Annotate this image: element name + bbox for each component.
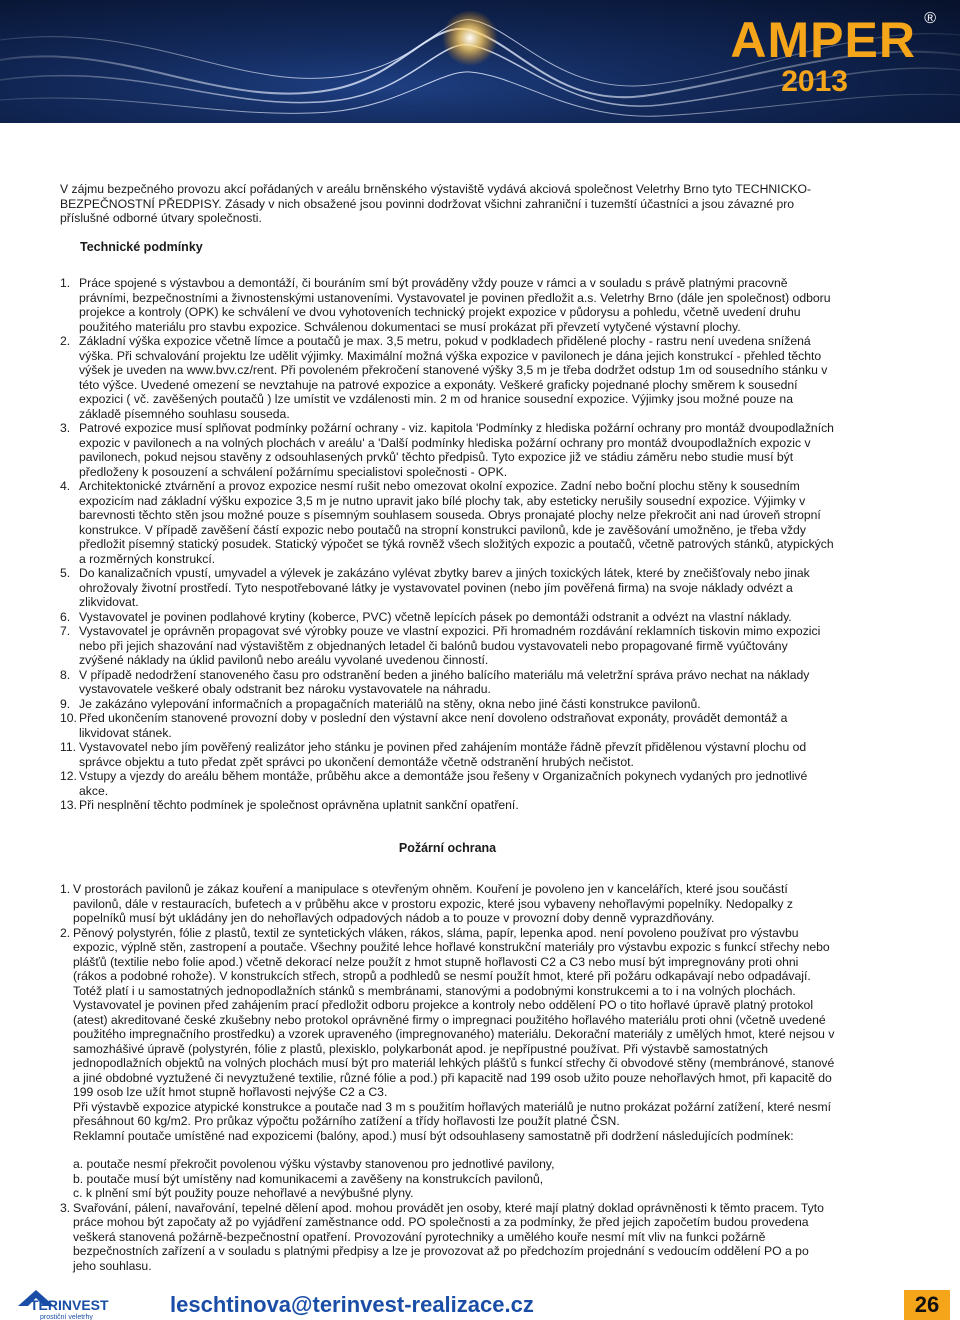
terinvest-logo bbox=[14, 1286, 130, 1320]
logo-subtext: prostiční veletrhy bbox=[40, 1314, 93, 1320]
document-body bbox=[60, 182, 835, 1273]
header-banner bbox=[0, 0, 960, 123]
sub-item: a. poutače nesmí překročit povolenou výšku výstavby stanovenou pro jednotlivé pavilony, bbox=[73, 1157, 555, 1171]
sub-item: c. k plnění smí být použity pouze nehořlavé a nevýbušné plyny. bbox=[73, 1186, 414, 1200]
registered-mark: ® bbox=[924, 10, 936, 27]
brand-block bbox=[730, 10, 936, 98]
page-number: 26 bbox=[904, 1290, 950, 1320]
fire-paragraph: Pěnový polystyrén, fólie z plastů, textil ze syntetických vláken, rákos, sláma, papír, lepenka apod. není povoleno používat pro výstavbu expozic, výplně stěn, zastropení a poutače. Všechny použité lehce hořlavé konstrukční materiály pro výstavbu expozic s funkcí střechy nebo plášťů (textilie nebo folie apod.) včetně dekorací nelze použít z hmot stupně hořlavosti C2 a C3 nebo musí být impregnovány proti ohni (rákos a podobné rohože). V konstrukcích střech, stropů a podhledů se nesmí použít hmot, které při požáru odkapávají nebo odpadávají. Totéž platí i u samostatných jednopodlažních stánků s membránami, stanovými a podobnými konstrukcemi a to i na volných plochách. bbox=[73, 925, 830, 998]
fire-paragraph: Reklamní poutače umístěné nad expozicemi (balóny, apod.) musí být odsouhlaseny samostatně při dodržení následujících podmínek: bbox=[73, 1128, 794, 1143]
section-title-fire: Požární ochrana bbox=[398, 840, 497, 855]
list-item: 3. Patrové expozice musí splňovat podmínky požární ochrany - viz. kapitola 'Podmínky z hlediska požární ochrany pro montáž dvoupodlažních expozic v pavilonech a na volných plochách v areálu' a 'Další podmínky hlediska požární ochrany pro montáž dvoupodlažních expozic v pavilonech, pokud nejsou stavěny z odsouhlasených prvků' těchto předpisů. Tyto expozice již ve stádiu záměru nebo studie musí být předloženy k posouzení a schválení požárnímu specialistovi společnosti - OPK. bbox=[60, 421, 834, 479]
technical-conditions-list bbox=[60, 276, 835, 813]
sub-item: b. poutače musí být umístěny nad komunikacemi a zavěšeny na konstrukcích pavilonů, bbox=[73, 1171, 544, 1186]
list-item: 2. Základní výška expozice včetně límce a poutačů je max. 3,5 metru, pokud v podkladech přidělené plochy - rastru není uvedena snížená výška. Při schvalování projektu lze udělit výjimky. Maximální možná výška expozice v pavilonech je dána jejich konstrukcí - přehled těchto výšek je uveden na www.bvv.cz/rent. Při povoleném překročení stanovené výšky 3,5 m je třeba dodržet odstup 1m od sousedního stánku v této výšce. Uvedené omezení se nevztahuje na patrové expozice a exponáty. Veškeré graficky pojednané plochy směrem k sousední expozici ( vč. zavěšených poutačů ) lze umístit ve vzdálenosti min. 2 m od hranice sousední expozice. Výjimky jsou možné pouze na základě písemného souhlasu souseda. bbox=[60, 334, 828, 421]
list-item: 12. Vstupy a vjezdy do areálu během montáže, průběhu akce a demontáže jsou řešeny v Organizačních pokynech vydaných pro jednotlivé akce. bbox=[60, 769, 808, 798]
list-item: 3. Svařování, pálení, navařování, tepelné dělení apod. mohou provádět jen osoby, které mají platný doklad oprávněnosti k těmto pracem. Tyto práce mohou být započaty až po vyjádření zaměstnance odd. PO společnosti a za podmínky, že před jejich započetím budou provedena veškerá stanovená požárně-bezpečnostní opatření. Provozování pyrotechniky a umělého kouře nesmí mít vliv na funkci požárně bezpečnostních zařízení a v souladu s platnými předpisy a lze je provozovat až po předchozím projednání s vedoucím oddělení PO a po jeho souhlasu. bbox=[60, 1200, 824, 1273]
brand-year: 2013 bbox=[781, 65, 848, 98]
fire-protection-list bbox=[60, 882, 835, 1273]
list-item: 11. Vystavovatel nebo jím pověřený realizátor jeho stánku je povinen před zahájením montáže řádně převzít přidělenou výstavní plochu od správce objektu a tuto předat zpět správci po ukončení demontáže včetně odstranění hrubých nečistot. bbox=[60, 740, 807, 769]
list-item: 7. Vystavovatel je oprávněn propagovat své výrobky pouze ve vlastní expozici. Při hromadném rozdávání reklamních tiskovin mimo expozici nebo při jejich shazování nad výstavištěm z objednaných letadel či balónů budou vystavovateli nebo propagované firmě vyúčtovány zvýšené náklady na úklid pavilonů nebo areálu vyvolané uvedenou činností. bbox=[60, 624, 821, 667]
list-item: 8. V případě nedodržení stanoveného času pro odstranění beden a jiného balícího materiálu má veletržní správa právo nechat na náklady vystavovatele veškeré obaly odstranit bez nároku vystavovatele na náhradu. bbox=[60, 667, 810, 696]
fire-paragraph: Při výstavbě expozice atypické konstrukce a poutače nad 3 m s použitím hořlavých materiálů je nutno prokázat požární zatížení, které nesmí přesáhnout 60 kg/m2. Pro průkaz výpočtu požárního zatížení a třídy hořlavosti lze použít platné ČSN. bbox=[73, 1099, 832, 1128]
list-item: 13. Při nesplnění těchto podmínek je společnost oprávněna uplatnit sankční opatření. bbox=[60, 798, 519, 812]
list-item: 9. Je zakázáno vylepování informačních a propagačních materiálů na stěny, okna nebo jiné části konstrukce pavilonů. bbox=[60, 696, 701, 711]
list-item: 1. Práce spojené s výstavbou a demontáží, či bouráním smí být prováděny vždy pouze v rámci a v souladu s právě platnými pracovně právními, bezpečnostními a živnostenskými ustanoveními. Vystavovatel je povinen předložit a.s. Veletrhy Brno (dále jen společnost) odboru projekce a kontroly (OPK) ke schválení ve dvou vyhotoveních technický projekt expozice v půdorysu a pohledu, včetně uvedení druhu použitého materiálu pro stavbu expozice. Schválenou dokumentaci se musí prokázat při převzetí vytyčené výstavní plochy. bbox=[60, 276, 831, 334]
list-item: 4. Architektonické ztvárnění a provoz expozice nesmí rušit nebo omezovat okolní expozice. Zadní nebo boční plochu stěny k sousedním expozicím nad základní výšku expozice 3,5 m je nutno upravit jako bílé plochy tak, aby esteticky nerušily sousední expozice. Výjimky v barevnosti těchto stěn jsou možné pouze s písemným souhlasem souseda. Obrys pronajaté plochy nelze překročit ani nad úroveň stropní konstrukce. V případě zavěšení částí expozic nebo poutačů na stropní konstrukci pavilonů, kde je zavěšování umožněno, je třeba vždy předložit písemný statický posudek. Statický výpočet se týká rovněž všech složitých expozic a poutačů, včetně patrových stánků, atypických a rozměrných konstrukcí. bbox=[60, 479, 834, 566]
section-title-technical: Technické podmínky bbox=[80, 239, 203, 254]
list-item: 5. Do kanalizačních vpustí, umyvadel a výlevek je zakázáno vylévat zbytky barev a jiných toxických látek, které by znečišťovaly nebo jinak ohrožovaly životní prostředí. Tyto nespotřebované látky je vystavovatel povinen (nebo jím pověřená firma) na svoje náklady odvézt a zlikvidovat. bbox=[60, 566, 810, 609]
logo-text: TERINVEST bbox=[30, 1297, 109, 1313]
list-item: 10. Před ukončením stanovené provozní doby v poslední den výstavní akce není dovoleno odstraňovat exponáty, provádět demontáž a likvidovat stánek. bbox=[60, 711, 788, 740]
list-item: 1. V prostorách pavilonů je zákaz kouření a manipulace s otevřeným ohněm. Kouření je povoleno jen v kancelářích, které jsou součástí pavilonů, dále v restauracích, bufetech a v průběhu akce v prostoru expozic, které jsou vybaveny nehořlavými popelníky. Nedopalky z popelníků musí být ukládány jen do nehořlavých odpadových nádob a to pouze v provozní doby denně vyprazdňovány. bbox=[60, 882, 793, 925]
list-item: 2. Pěnový polystyrén, fólie z plastů, textil ze syntetických vláken, rákos, sláma, papír, lepenka apod. není povoleno používat pro výstavbu expozic, výplně stěn, zastropení a poutače. Všechny použité lehce hořlavé konstrukční materiály pro výstavbu expozic s funkcí střechy nebo plášťů (textilie nebo folie apod.) včetně dekorací nelze použít z hmot stupně hořlavosti C2 a C3 nebo musí být impregnovány proti ohni (rákos a podobné rohože). V konstrukcích střech, stropů a podhledů se nesmí použít hmot, které při požáru odkapávají nebo odpadávají. Totéž platí i u samostatných jednopodlažních stánků s membránami, stanovými a podobnými konstrukcemi a to i na volných plochách. Vystavovatel je povinen před zahájením prací předložit odboru projekce a kontroly nebo oddělení PO o tito hořlavé úpravě platný protokol (atest) akreditované české zkušebny nebo protokol oprávněné firmy o impregnaci použitého hořlavého materiálu proti ohni (včetně uvedené použitého impregnačního prostředku) a vzorek upraveného (impregnovaného) materiálu. Dekorační materiály z umělých hmot, které nejsou v samozhášivé úpravě (polystyrén, fólie z plastů, plexisklo, polykarbonát apod. je nepřípustné používat. Při výstavbě samostatných jednopodlažních objektů na volných plochách musí být pro materiál lehkých plášťů s funkcí střechy či obvodové stěny (membránové, stanové a jiné obdobné vyztužené či nevyztužené textilie, různé fólie a pod.) při kapacitě nad 199 osob užito pouze nehořlavých hmot, při kapacitě do 199 osob lze užít hmot stupně hořlavosti nejvýše C2 a C3. Při výstavbě expozice atypické konstrukce a poutače nad 3 m s použitím hořlavých materiálů je nutno prokázat požární zatížení, které nesmí přesáhnout 60 kg/m2. Pro průkaz výpočtu požárního zatížení a třídy hořlavosti lze použít platné ČSN. Reklamní poutače umístěné nad expozicemi (balóny, apod.) musí být odsouhlaseny samostatně při dodržení následujících podmínek: a. poutače nesmí překročit povolenou výšku výstavby stanovenou pro jednotlivé pavilony, b. poutače musí být umístěny nad komunikacemi a zavěšeny na konstrukcích pavilonů, c. k plnění smí být použity pouze nehořlavé a nevýbušné plyny. bbox=[60, 925, 835, 1200]
intro-paragraph: V zájmu bezpečného provozu akcí pořádaných v areálu brněnského výstaviště vydává akciová společnost Veletrhy Brno tyto TECHNICKO-BEZPEČNOSTNÍ PŘEDPISY. Zásady v nich obsažené jsou povinni dodržovat všichni zahraniční i tuzemští účastníci a jsou závazné pro příslušné odborné útvary společnosti. bbox=[60, 182, 812, 225]
brand-name: AMPER bbox=[730, 12, 916, 68]
fire-paragraph: Vystavovatel je povinen před zahájením prací předložit odboru projekce a kontroly nebo oddělení PO o tito hořlavé úpravě platný protokol (atest) akreditované české zkušebny nebo protokol oprávněné firmy o impregnaci použitého hořlavého materiálu proti ohni (včetně uvedené použitého impregnačního prostředku) a vzorek upraveného (impregnovaného) materiálu. Dekorační materiály z umělých hmot, které nejsou v samozhášivé úpravě (polystyrén, fólie z plastů, plexisklo, polykarbonát apod. je nepřípustné používat. Při výstavbě samostatných jednopodlažních objektů na volných plochách musí být pro materiál lehkých plášťů s funkcí střechy či obvodové stěny (membránové, stanové a jiné obdobné vyztužené či nevyztužené textilie, různé fólie a pod.) při kapacitě nad 199 osob užito pouze nehořlavých hmot, při kapacitě do 199 osob lze užít hmot stupně hořlavosti nejvýše C2 a C3. bbox=[73, 998, 835, 1099]
contact-email-link[interactable]: leschtinova@terinvest-realizace.cz bbox=[170, 1292, 534, 1317]
list-item: 6. Vystavovatel je povinen podlahové krytiny (koberce, PVC) včetně lepících pásek po demontáži odstranit a odvézt na vlastní náklady. bbox=[60, 609, 792, 624]
